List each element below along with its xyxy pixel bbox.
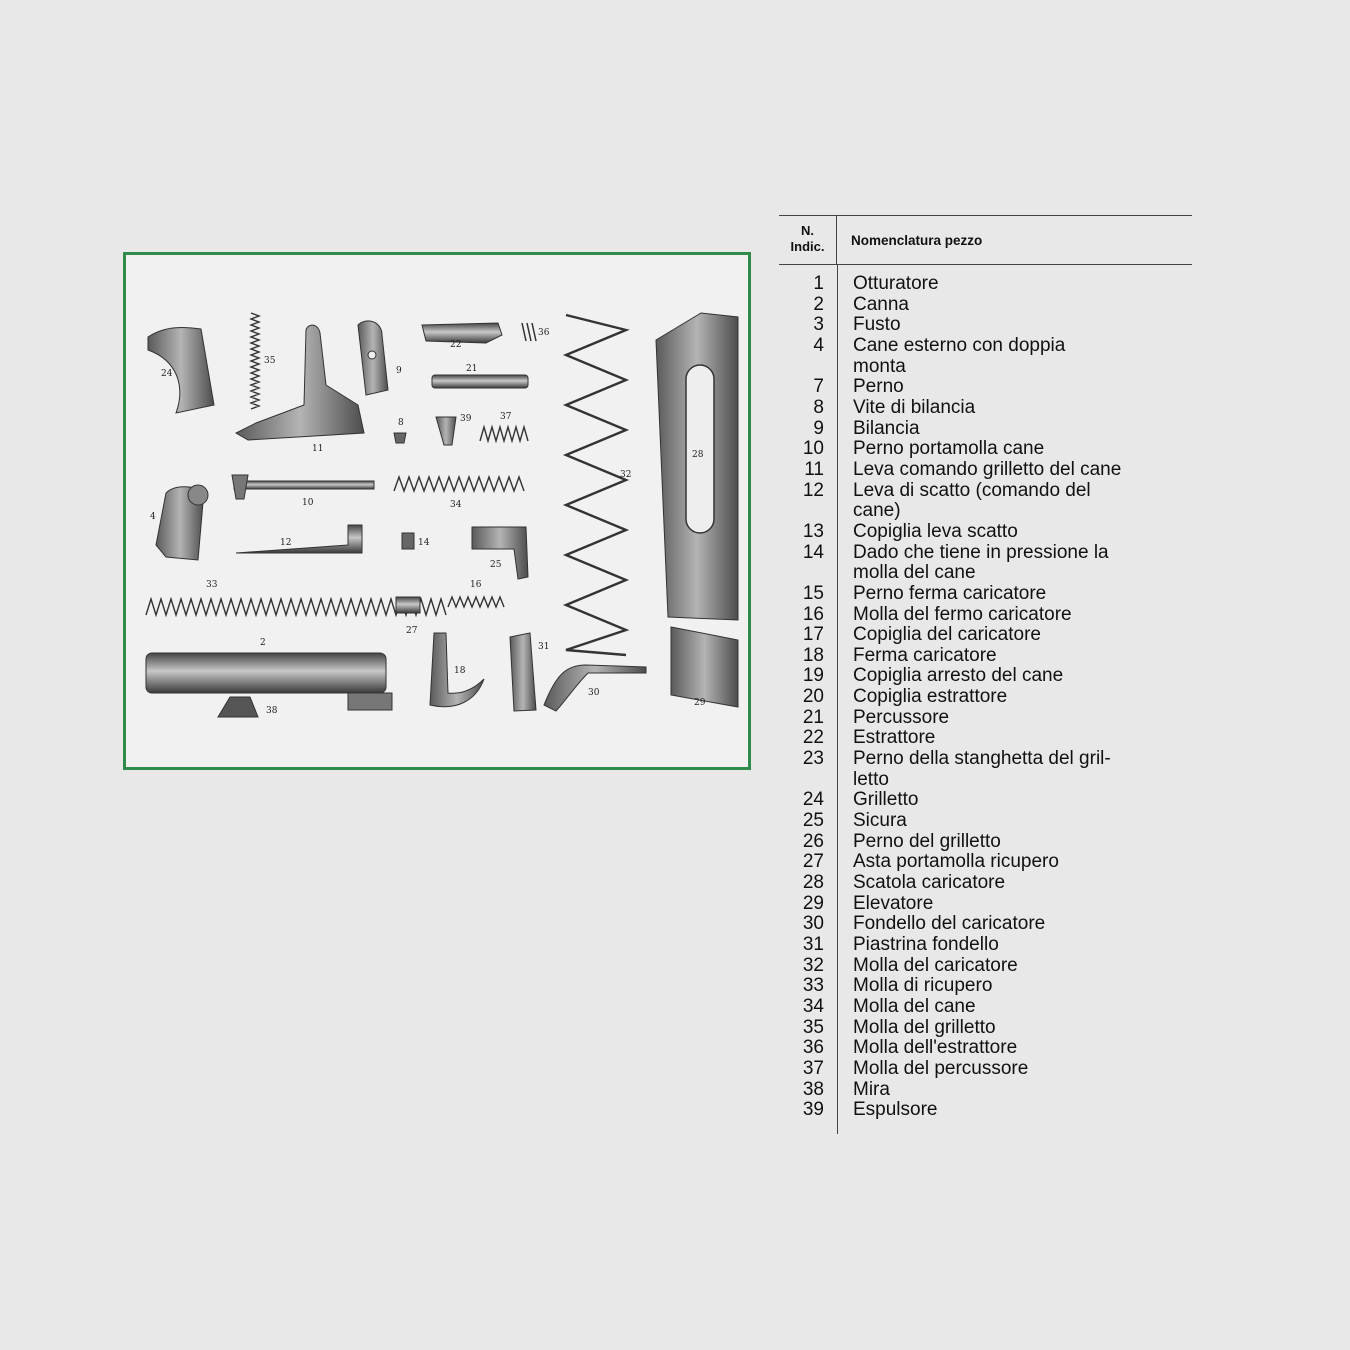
legend-item-number: 30 bbox=[802, 913, 824, 935]
figure-label-10: 10 bbox=[302, 498, 314, 508]
part-34-spring bbox=[394, 477, 524, 491]
legend-item-name: Mira bbox=[853, 1078, 890, 1100]
legend-item-number: 28 bbox=[802, 872, 824, 894]
legend-item-name: Fondello del caricatore bbox=[853, 913, 1046, 935]
legend-item-number: 14 bbox=[802, 541, 824, 563]
figure-label-32: 32 bbox=[620, 470, 632, 480]
legend-item bbox=[779, 295, 1193, 316]
part-35-spring bbox=[251, 313, 259, 409]
part-8-screw bbox=[394, 433, 406, 443]
legend-item-name: Molla del cane bbox=[853, 995, 976, 1017]
legend-item bbox=[779, 1038, 1193, 1059]
figure-label-25: 25 bbox=[490, 560, 502, 570]
legend-item bbox=[779, 811, 1193, 832]
part-25-safety bbox=[472, 527, 528, 579]
legend-item-number: 7 bbox=[813, 376, 824, 398]
header-num-line1: N. bbox=[801, 223, 814, 238]
figure-label-30: 30 bbox=[588, 688, 600, 698]
part-38-sight bbox=[218, 697, 258, 717]
legend-item-name: Scatola caricatore bbox=[853, 872, 1006, 894]
header-num-line2: Indic. bbox=[790, 239, 825, 254]
legend-item bbox=[779, 1018, 1193, 1039]
legend-item-name: Cane esterno con doppia monta bbox=[853, 334, 1066, 377]
parts-legend bbox=[779, 215, 1192, 1134]
legend-item-number: 32 bbox=[802, 954, 824, 976]
legend-item-number: 25 bbox=[802, 810, 824, 832]
legend-item-name: Copiglia arresto del cane bbox=[853, 665, 1064, 687]
legend-item bbox=[779, 1100, 1193, 1121]
legend-item-name: Percussore bbox=[853, 706, 950, 728]
legend-item bbox=[779, 522, 1193, 543]
legend-item-number: 29 bbox=[802, 892, 824, 914]
legend-item bbox=[779, 274, 1193, 295]
figure-label-22: 22 bbox=[450, 340, 462, 350]
legend-item-name: Molla del fermo caricatore bbox=[853, 603, 1072, 625]
legend-item-name: Molla del grilletto bbox=[853, 1016, 996, 1038]
legend-item-name: Perno del grilletto bbox=[853, 830, 1001, 852]
legend-item-name: Sicura bbox=[853, 810, 907, 832]
part-24-trigger bbox=[148, 327, 214, 413]
legend-item-name: Canna bbox=[853, 293, 909, 315]
legend-item-number: 23 bbox=[802, 748, 824, 770]
legend-item-number: 39 bbox=[802, 1099, 824, 1121]
legend-item-number: 35 bbox=[802, 1016, 824, 1038]
legend-item-number: 24 bbox=[802, 789, 824, 811]
legend-item-number: 10 bbox=[802, 438, 824, 460]
part-22-extractor bbox=[422, 323, 502, 343]
figure-label-8: 8 bbox=[398, 418, 404, 428]
legend-item bbox=[779, 543, 1193, 584]
legend-item-number: 15 bbox=[802, 582, 824, 604]
legend-item-number: 19 bbox=[802, 665, 824, 687]
legend-item bbox=[779, 1080, 1193, 1101]
legend-item-number: 38 bbox=[802, 1078, 824, 1100]
figure-label-36: 36 bbox=[538, 328, 550, 338]
legend-item bbox=[779, 315, 1193, 336]
legend-item-number: 2 bbox=[813, 293, 824, 315]
legend-item-name: Copiglia del caricatore bbox=[853, 624, 1041, 646]
legend-item-number: 26 bbox=[802, 830, 824, 852]
legend-item bbox=[779, 377, 1193, 398]
legend-item-number: 34 bbox=[802, 995, 824, 1017]
legend-item bbox=[779, 832, 1193, 853]
legend-item-name: Elevatore bbox=[853, 892, 934, 914]
legend-item-number: 21 bbox=[802, 706, 824, 728]
legend-item bbox=[779, 1059, 1193, 1080]
legend-item-number: 33 bbox=[802, 975, 824, 997]
legend-item bbox=[779, 976, 1193, 997]
legend-item-name: Perno portamolla cane bbox=[853, 438, 1045, 460]
legend-item-name: Otturatore bbox=[853, 273, 939, 294]
legend-item-name: Molla dell'estrattore bbox=[853, 1037, 1018, 1059]
legend-item bbox=[779, 666, 1193, 687]
legend-item bbox=[779, 439, 1193, 460]
part-2-barrel bbox=[146, 653, 386, 693]
figure-label-9: 9 bbox=[396, 366, 402, 376]
figure-label-35: 35 bbox=[264, 356, 276, 366]
part-12-lever bbox=[236, 525, 362, 553]
parts-drawing bbox=[126, 255, 748, 767]
part-39-ejector bbox=[436, 417, 456, 445]
legend-item-name: Fusto bbox=[853, 314, 901, 336]
part-29-elevator bbox=[671, 627, 738, 707]
legend-item bbox=[779, 605, 1193, 626]
header-name-column: Nomenclatura pezzo bbox=[851, 232, 983, 248]
part-32-magazine-spring bbox=[566, 315, 626, 655]
part-31-plate bbox=[510, 633, 536, 711]
legend-item-number: 1 bbox=[813, 273, 824, 294]
legend-item-name: Dado che tiene in pressione la molla del cane bbox=[853, 541, 1109, 584]
legend-item-number: 27 bbox=[802, 851, 824, 873]
part-36-spring bbox=[522, 323, 536, 341]
legend-item bbox=[779, 956, 1193, 977]
figure-label-16: 16 bbox=[470, 580, 482, 590]
figure-label-12: 12 bbox=[280, 538, 292, 548]
legend-header bbox=[779, 215, 1192, 265]
legend-item bbox=[779, 997, 1193, 1018]
figure-label-18: 18 bbox=[454, 666, 466, 676]
legend-item-number: 3 bbox=[813, 314, 824, 336]
legend-item-name: Molla del caricatore bbox=[853, 954, 1018, 976]
figure-label-33: 33 bbox=[206, 580, 218, 590]
legend-item-name: Perno ferma caricatore bbox=[853, 582, 1047, 604]
legend-item-number: 13 bbox=[802, 520, 824, 542]
part-16-spring bbox=[448, 597, 504, 607]
legend-item-number: 9 bbox=[813, 417, 824, 439]
part-11-lever bbox=[236, 325, 364, 440]
part-21-firing-pin bbox=[432, 375, 528, 388]
legend-item bbox=[779, 584, 1193, 605]
figure-label-39: 39 bbox=[460, 414, 472, 424]
legend-item-number: 36 bbox=[802, 1037, 824, 1059]
figure-label-2: 2 bbox=[260, 638, 266, 648]
legend-item-number: 16 bbox=[802, 603, 824, 625]
figure-label-27: 27 bbox=[406, 626, 418, 636]
legend-item-name: Copiglia leva scatto bbox=[853, 520, 1018, 542]
figure-label-31: 31 bbox=[538, 642, 550, 652]
part-37-spring bbox=[480, 427, 528, 441]
legend-item-number: 18 bbox=[802, 644, 824, 666]
legend-item bbox=[779, 419, 1193, 440]
figure-label-4: 4 bbox=[150, 512, 156, 522]
legend-item bbox=[779, 460, 1193, 481]
legend-item-name: Leva comando grilletto del cane bbox=[853, 458, 1122, 480]
legend-item-number: 22 bbox=[802, 727, 824, 749]
legend-item-name: Bilancia bbox=[853, 417, 920, 439]
legend-item-number: 12 bbox=[802, 479, 824, 501]
legend-item-name: Vite di bilancia bbox=[853, 396, 976, 418]
figure-label-24: 24 bbox=[161, 369, 173, 379]
legend-item bbox=[779, 749, 1193, 790]
figure-label-11: 11 bbox=[312, 444, 324, 454]
legend-item bbox=[779, 625, 1193, 646]
legend-item-name: Molla del percussore bbox=[853, 1057, 1029, 1079]
legend-item-name: Grilletto bbox=[853, 789, 919, 811]
legend-item-number: 4 bbox=[813, 334, 824, 356]
legend-item bbox=[779, 708, 1193, 729]
legend-item-name: Perno della stanghetta del gril- letto bbox=[853, 748, 1111, 790]
part-14-nut bbox=[402, 533, 414, 549]
legend-list bbox=[779, 274, 1193, 1121]
legend-item bbox=[779, 894, 1193, 915]
legend-item-name: Molla di ricupero bbox=[853, 975, 993, 997]
header-number-column bbox=[779, 216, 837, 264]
legend-item-name: Ferma caricatore bbox=[853, 644, 997, 666]
legend-item-name: Estrattore bbox=[853, 727, 936, 749]
legend-item-number: 11 bbox=[804, 458, 824, 480]
legend-item-name: Copiglia estrattore bbox=[853, 686, 1008, 708]
legend-item bbox=[779, 728, 1193, 749]
legend-item bbox=[779, 790, 1193, 811]
legend-item-name: Piastrina fondello bbox=[853, 934, 999, 955]
legend-item-number: 37 bbox=[802, 1057, 824, 1079]
legend-item-name: Asta portamolla ricupero bbox=[853, 851, 1059, 873]
legend-item-number: 31 bbox=[802, 934, 824, 955]
exploded-parts-figure bbox=[123, 252, 751, 770]
legend-item bbox=[779, 935, 1193, 956]
figure-label-29: 29 bbox=[694, 698, 706, 708]
figure-label-28: 28 bbox=[692, 450, 704, 460]
legend-item bbox=[779, 852, 1193, 873]
legend-item bbox=[779, 398, 1193, 419]
legend-item bbox=[779, 873, 1193, 894]
legend-item bbox=[779, 687, 1193, 708]
part-10-pin bbox=[234, 481, 374, 489]
legend-item-name: Leva di scatto (comando del cane) bbox=[853, 479, 1091, 522]
legend-item-number: 20 bbox=[802, 686, 824, 708]
legend-item bbox=[779, 336, 1193, 377]
figure-label-37: 37 bbox=[500, 412, 512, 422]
legend-item bbox=[779, 646, 1193, 667]
legend-item-number: 17 bbox=[802, 624, 824, 646]
legend-item-number: 8 bbox=[813, 396, 824, 418]
figure-label-21: 21 bbox=[466, 364, 478, 374]
figure-label-14: 14 bbox=[418, 538, 430, 548]
legend-item bbox=[779, 914, 1193, 935]
figure-label-34: 34 bbox=[450, 500, 462, 510]
legend-item-name: Perno bbox=[853, 376, 904, 398]
legend-item bbox=[779, 481, 1193, 522]
legend-item-name: Espulsore bbox=[853, 1099, 938, 1121]
figure-label-38: 38 bbox=[266, 706, 278, 716]
